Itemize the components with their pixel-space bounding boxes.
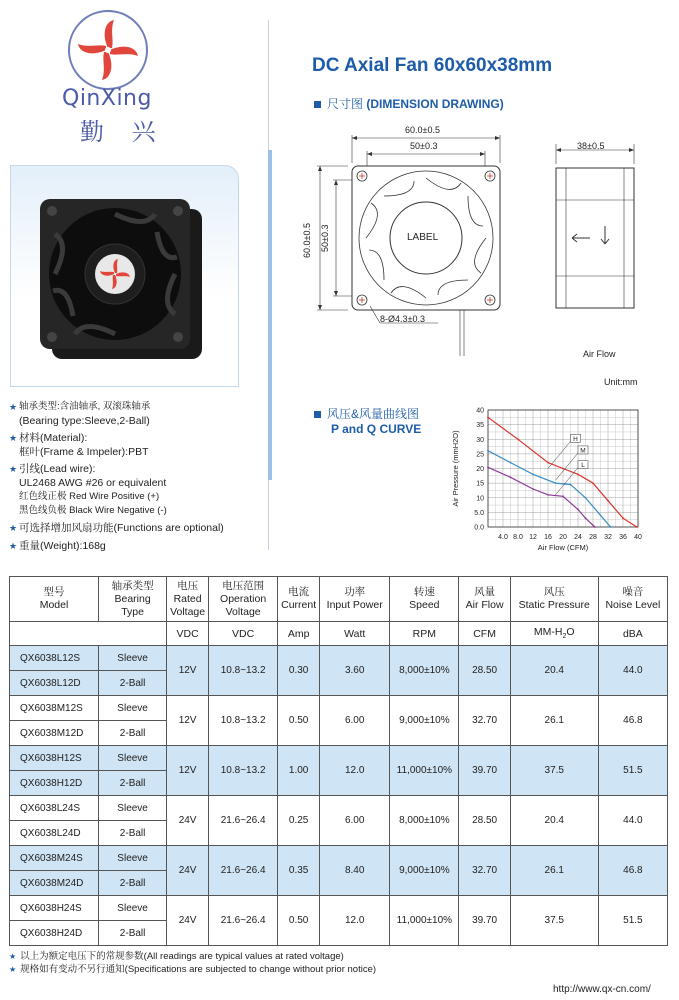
model-cell: QX6038M12D bbox=[10, 721, 99, 746]
x-tick-label: 4.0 bbox=[498, 534, 508, 541]
star-bullet-icon: ★ bbox=[9, 464, 18, 474]
bearing-cell: Sleeve bbox=[99, 896, 167, 921]
y-tick-label: 30 bbox=[476, 436, 484, 444]
pressure-cell: 20.4 bbox=[510, 796, 598, 846]
x-tick-label: 20 bbox=[559, 534, 567, 541]
current-cell: 0.35 bbox=[278, 846, 320, 896]
unit-cell: VDC bbox=[167, 622, 209, 646]
unit-cell: dBA bbox=[598, 622, 667, 646]
flow-cell: 32.70 bbox=[459, 846, 510, 896]
spec-table bbox=[9, 576, 668, 946]
bearing-cell: 2-Ball bbox=[99, 821, 167, 846]
speed-cell: 9,000±10% bbox=[390, 696, 459, 746]
data-point bbox=[570, 484, 572, 486]
x-tick-label: 8.0 bbox=[513, 534, 523, 541]
data-point bbox=[517, 438, 519, 440]
bearing-cell: 2-Ball bbox=[99, 921, 167, 946]
voltage-cell: 24V bbox=[167, 796, 209, 846]
current-cell: 0.50 bbox=[278, 896, 320, 946]
data-point bbox=[636, 526, 638, 528]
table-header-row bbox=[10, 577, 668, 622]
y-tick-label: 5.0 bbox=[474, 509, 484, 517]
bearing-cell: 2-Ball bbox=[99, 771, 167, 796]
y-tick-label: 15 bbox=[476, 480, 484, 488]
data-point bbox=[510, 462, 512, 464]
star-bullet-icon: ★ bbox=[9, 541, 18, 551]
noise-cell: 51.5 bbox=[598, 746, 667, 796]
data-point bbox=[592, 482, 594, 484]
series-label-l: L bbox=[581, 462, 585, 470]
range-cell: 21.6~26.4 bbox=[209, 796, 278, 846]
power-cell: 3.60 bbox=[320, 646, 390, 696]
y-tick-label: 25 bbox=[476, 451, 484, 459]
y-tick-label: 35 bbox=[476, 422, 484, 430]
header-current: 电流 Current bbox=[278, 577, 320, 622]
data-point bbox=[562, 468, 564, 470]
model-cell: QX6038M24D bbox=[10, 871, 99, 896]
speed-cell: 11,000±10% bbox=[390, 746, 459, 796]
fan-logo-icon bbox=[72, 14, 144, 86]
speed-cell: 8,000±10% bbox=[390, 796, 459, 846]
range-cell: 10.8~13.2 bbox=[209, 696, 278, 746]
series-label-m: M bbox=[580, 447, 586, 455]
height-dimension: 60.0±0.5 bbox=[302, 223, 312, 258]
power-cell: 6.00 bbox=[320, 796, 390, 846]
airflow-label: Air Flow bbox=[583, 349, 616, 359]
footnotes bbox=[9, 950, 376, 976]
speed-cell: 9,000±10% bbox=[390, 846, 459, 896]
current-cell: 1.00 bbox=[278, 746, 320, 796]
spec-item-weight: ★ 重量(Weight):168g bbox=[9, 540, 106, 552]
hole-spacing-vertical-dimension: 50±0.3 bbox=[320, 224, 330, 252]
model-cell: QX6038M12S bbox=[10, 696, 99, 721]
star-bullet-icon: ★ bbox=[9, 952, 17, 961]
x-tick-label: 12 bbox=[529, 534, 537, 541]
logo-wordmark: QinXing bbox=[62, 86, 152, 111]
pressure-cell: 37.5 bbox=[510, 746, 598, 796]
pq-section-heading-cn: 风压&风量曲线图 bbox=[314, 405, 419, 422]
range-cell: 21.6~26.4 bbox=[209, 896, 278, 946]
voltage-cell: 24V bbox=[167, 846, 209, 896]
series-line-l bbox=[488, 467, 595, 527]
width-dimension: 60.0±0.5 bbox=[405, 125, 440, 135]
range-cell: 10.8~13.2 bbox=[209, 646, 278, 696]
header-model: 型号 Model bbox=[10, 577, 99, 622]
pq-section-heading-en: P and Q CURVE bbox=[331, 422, 422, 436]
data-point bbox=[487, 450, 489, 452]
unit-cell: RPM bbox=[390, 622, 459, 646]
pressure-cell: 20.4 bbox=[510, 646, 598, 696]
data-point bbox=[585, 497, 587, 499]
data-point bbox=[555, 482, 557, 484]
table-row bbox=[10, 646, 668, 671]
model-cell: QX6038L12S bbox=[10, 646, 99, 671]
table-row bbox=[10, 896, 668, 921]
dimension-section-heading: 尺寸图 (DIMENSION DRAWING) bbox=[314, 95, 504, 112]
power-cell: 8.40 bbox=[320, 846, 390, 896]
flow-cell: 39.70 bbox=[459, 746, 510, 796]
noise-cell: 44.0 bbox=[598, 796, 667, 846]
y-tick-label: 0.0 bbox=[474, 524, 484, 532]
speed-cell: 11,000±10% bbox=[390, 896, 459, 946]
footer-url[interactable]: http://www.qx-cn.com/ bbox=[553, 984, 651, 995]
star-bullet-icon: ★ bbox=[9, 402, 18, 412]
unit-cell: Amp bbox=[278, 622, 320, 646]
header-flow: 风量 Air Flow bbox=[459, 577, 510, 622]
model-cell: QX6038H12S bbox=[10, 746, 99, 771]
x-tick-label: 36 bbox=[619, 534, 627, 541]
bearing-cell: Sleeve bbox=[99, 846, 167, 871]
range-cell: 21.6~26.4 bbox=[209, 846, 278, 896]
data-point bbox=[577, 473, 579, 475]
y-axis-label: Air Pressure (mmH2O) bbox=[451, 430, 460, 507]
y-tick-label: 20 bbox=[476, 466, 484, 473]
table-row bbox=[10, 796, 668, 821]
flow-cell: 28.50 bbox=[459, 796, 510, 846]
unit-label: Unit:mm bbox=[604, 377, 638, 387]
data-point bbox=[547, 462, 549, 464]
data-point bbox=[547, 494, 549, 496]
y-tick-label: 40 bbox=[476, 407, 484, 415]
model-cell: QX6038L24S bbox=[10, 796, 99, 821]
pressure-cell: 37.5 bbox=[510, 896, 598, 946]
data-point bbox=[532, 488, 534, 490]
data-point bbox=[562, 495, 564, 497]
star-bullet-icon: ★ bbox=[9, 965, 17, 974]
model-cell: QX6038L12D bbox=[10, 671, 99, 696]
bearing-cell: 2-Ball bbox=[99, 721, 167, 746]
voltage-cell: 12V bbox=[167, 696, 209, 746]
flow-cell: 39.70 bbox=[459, 896, 510, 946]
voltage-cell: 24V bbox=[167, 896, 209, 946]
series-label-h: H bbox=[573, 435, 578, 443]
noise-cell: 44.0 bbox=[598, 646, 667, 696]
page-title: DC Axial Fan 60x60x38mm bbox=[312, 55, 553, 76]
bearing-cell: Sleeve bbox=[99, 746, 167, 771]
label-text: LABEL bbox=[407, 232, 439, 243]
bearing-cell: Sleeve bbox=[99, 696, 167, 721]
table-unit-row bbox=[10, 622, 668, 646]
spec-item-bearing: ★ 轴承类型:含油轴承, 双滚珠轴承 (Bearing type:Sleeve,2-Ball) bbox=[9, 401, 151, 427]
speed-cell: 8,000±10% bbox=[390, 646, 459, 696]
noise-cell: 46.8 bbox=[598, 846, 667, 896]
unit-cell: CFM bbox=[459, 622, 510, 646]
spec-item-lead-wire: ★ 引线(Lead wire): UL2468 AWG #26 or equivalent 红色线正极 Red Wire Positive (+) 黑色线负极 Black Wire Negative (-) bbox=[9, 463, 167, 516]
model-cell: QX6038H24S bbox=[10, 896, 99, 921]
x-tick-label: 16 bbox=[544, 534, 552, 541]
side-view-drawing bbox=[548, 138, 648, 318]
model-cell: QX6038H24D bbox=[10, 921, 99, 946]
star-bullet-icon: ★ bbox=[9, 433, 18, 443]
power-cell: 12.0 bbox=[320, 746, 390, 796]
model-cell: QX6038H12D bbox=[10, 771, 99, 796]
table-row bbox=[10, 846, 668, 871]
data-point bbox=[510, 476, 512, 478]
current-cell: 0.50 bbox=[278, 696, 320, 746]
voltage-cell: 12V bbox=[167, 746, 209, 796]
noise-cell: 51.5 bbox=[598, 896, 667, 946]
pressure-cell: 26.1 bbox=[510, 846, 598, 896]
bullet-square-icon bbox=[314, 411, 321, 418]
data-point bbox=[585, 517, 587, 519]
header-pressure: 风压 Static Pressure bbox=[510, 577, 598, 622]
header-power: 功率 Input Power bbox=[320, 577, 390, 622]
data-point bbox=[577, 509, 579, 511]
power-cell: 6.00 bbox=[320, 696, 390, 746]
table-row bbox=[10, 696, 668, 721]
unit-cell: Watt bbox=[320, 622, 390, 646]
x-tick-label: 24 bbox=[574, 534, 582, 541]
flow-cell: 28.50 bbox=[459, 646, 510, 696]
data-point bbox=[532, 473, 534, 475]
footnote: ★ 以上为额定电压下的常规参数(All readings are typical values at rated voltage) bbox=[9, 951, 344, 962]
series-line-m bbox=[488, 451, 611, 527]
current-cell: 0.30 bbox=[278, 646, 320, 696]
x-axis-label: Air Flow (CFM) bbox=[537, 543, 589, 552]
hole-spacing-dimension: 50±0.3 bbox=[410, 141, 438, 151]
bearing-cell: Sleeve bbox=[99, 796, 167, 821]
data-point bbox=[622, 517, 624, 519]
bearing-cell: 2-Ball bbox=[99, 671, 167, 696]
pressure-cell: 26.1 bbox=[510, 696, 598, 746]
spec-list bbox=[9, 400, 269, 553]
series-leader-line bbox=[548, 441, 571, 468]
header-noise: 噪音 Noise Level bbox=[598, 577, 667, 622]
range-cell: 10.8~13.2 bbox=[209, 746, 278, 796]
unit-cell: $MM-H_2O$ bbox=[510, 622, 598, 646]
bearing-cell: Sleeve bbox=[99, 646, 167, 671]
header-speed: 转速 Speed bbox=[390, 577, 459, 622]
product-photo-fan-icon bbox=[38, 195, 208, 365]
footnote: ★ 规格如有变动不另行通知(Specifications are subjected to change without prior notice) bbox=[9, 964, 377, 975]
depth-dimension: 38±0.5 bbox=[577, 141, 605, 151]
noise-cell: 46.8 bbox=[598, 696, 667, 746]
data-point bbox=[487, 466, 489, 468]
data-point bbox=[594, 526, 596, 528]
power-cell: 12.0 bbox=[320, 896, 390, 946]
hole-note: 8-Ø4.3±0.3 bbox=[380, 314, 425, 324]
data-point bbox=[600, 514, 602, 516]
header-range: 电压范围 Operation Voltage bbox=[209, 577, 278, 622]
bearing-cell: 2-Ball bbox=[99, 871, 167, 896]
flow-cell: 32.70 bbox=[459, 696, 510, 746]
current-cell: 0.25 bbox=[278, 796, 320, 846]
unit-cell: VDC bbox=[209, 622, 278, 646]
spec-item-material: ★ 材料(Material): 框叶(Frame & Impeler):PBT bbox=[9, 432, 149, 458]
star-bullet-icon: ★ bbox=[9, 523, 18, 533]
x-tick-label: 28 bbox=[589, 534, 597, 541]
data-point bbox=[487, 416, 489, 418]
x-tick-label: 40 bbox=[634, 534, 642, 541]
x-tick-label: 32 bbox=[604, 534, 612, 541]
data-point bbox=[607, 500, 609, 502]
model-cell: QX6038L24D bbox=[10, 821, 99, 846]
bullet-square-icon bbox=[314, 101, 321, 108]
y-tick-label: 10 bbox=[476, 495, 484, 503]
spec-item-functions: ★ 可选择增加风扇功能(Functions are optional) bbox=[9, 522, 224, 534]
voltage-cell: 12V bbox=[167, 646, 209, 696]
table-row bbox=[10, 746, 668, 771]
pq-curve-chart bbox=[450, 400, 650, 555]
model-cell: QX6038M24S bbox=[10, 846, 99, 871]
header-voltage: 电压 Rated Voltage bbox=[167, 577, 209, 622]
header-bearing: 轴承类型 Bearing Type bbox=[99, 577, 167, 622]
data-point bbox=[610, 526, 612, 528]
series-leader-line bbox=[556, 468, 579, 495]
logo-chinese: 勤 兴 bbox=[80, 118, 166, 146]
